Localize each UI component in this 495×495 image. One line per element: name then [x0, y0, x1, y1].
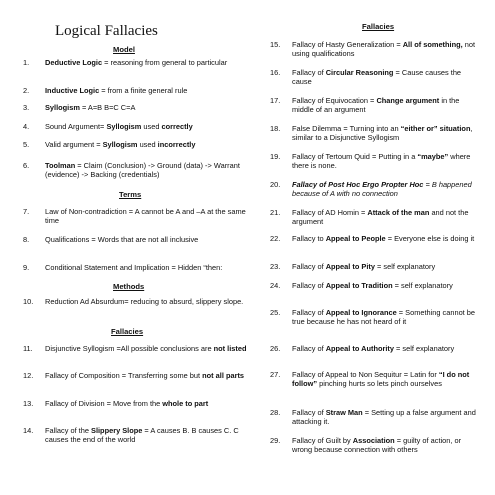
list-item	[270, 208, 482, 226]
item-text-part: “either or” situation	[400, 124, 471, 133]
item-text-part: Sound Argument=	[45, 122, 107, 131]
item-text-part: Fallacy of	[292, 262, 326, 271]
item-text-part: Law of Non-contradiction = A cannot be A and –A at the same time	[45, 207, 246, 226]
item-text-part: Inductive Logic	[45, 86, 100, 95]
item-number: 22.	[270, 234, 281, 243]
item-text-part: Fallacy of AD Homin =	[292, 208, 368, 217]
list-item	[270, 308, 482, 326]
item-text-part: Fallacy of Post Hoc Ergo Propter Hoc	[292, 180, 424, 189]
item-text	[292, 96, 482, 114]
item-text-part: Attack of the man	[367, 208, 430, 217]
item-number: 17.	[270, 96, 281, 105]
item-text	[292, 68, 482, 86]
item-text	[45, 86, 253, 95]
item-text-part: Valid argument =	[45, 140, 103, 149]
item-text-part: All of something,	[402, 40, 463, 49]
item-number: 6.	[23, 161, 30, 170]
list-item	[23, 86, 253, 95]
item-text-part: Fallacy of	[292, 308, 326, 317]
item-text-part: = Everyone else is doing it	[385, 234, 475, 243]
item-text	[292, 180, 482, 198]
item-number: 10.	[23, 297, 34, 306]
item-number: 19.	[270, 152, 281, 161]
item-text-part: = B happened because of A with no connection	[292, 180, 472, 199]
list-item	[270, 96, 482, 114]
item-text-part: Syllogism	[102, 140, 138, 149]
list-item	[23, 207, 253, 225]
item-text-part: = guilty of action, or wrong because connection with others	[292, 436, 462, 455]
item-text	[45, 122, 253, 131]
item-text-part: = A causes B. B causes C. C causes the end of the world	[45, 426, 239, 445]
item-text-part: = self explanatory	[392, 281, 453, 290]
item-text-part: Association	[352, 436, 395, 445]
item-number: 18.	[270, 124, 281, 133]
item-text	[45, 399, 253, 408]
heading-fallacies-left: Fallacies	[111, 327, 144, 336]
item-text-part: Conditional Statement and Implication = Hidden “then:	[45, 263, 223, 272]
item-text	[45, 263, 253, 272]
item-number: 4.	[23, 122, 30, 131]
item-text-part: Fallacy of	[292, 68, 326, 77]
item-text	[292, 208, 482, 226]
list-item	[23, 140, 253, 149]
item-text-part: Fallacy of Guilt by	[292, 436, 353, 445]
item-number: 1.	[23, 58, 30, 67]
item-text-part: = self explanatory	[374, 262, 436, 271]
list-item	[270, 124, 482, 142]
list-item	[270, 152, 482, 170]
item-text-part: Fallacy of Division = Move from the	[45, 399, 163, 408]
list-item	[23, 297, 253, 306]
item-text	[292, 436, 482, 454]
item-text-part: Fallacy of Hasty Generalization =	[292, 40, 403, 49]
item-text	[292, 262, 482, 271]
item-number: 25.	[270, 308, 281, 317]
item-text-part: pinching hurts so lets pinch ourselves	[317, 379, 442, 389]
item-text-part: False Dilemma = Turning into an	[292, 124, 401, 133]
item-number: 3.	[23, 103, 30, 112]
item-text	[45, 161, 253, 179]
item-text	[45, 235, 253, 244]
item-text	[292, 124, 482, 142]
item-text	[292, 40, 482, 58]
item-text-part: Appeal to Tradition	[325, 281, 393, 290]
item-text-part: = Claim (Conclusion) -> Ground (data) -> Warrant (evidence) -> Backing (credentials)	[45, 161, 240, 180]
item-text-part: Appeal to Authority	[325, 344, 394, 353]
item-text-part: incorrectly	[157, 140, 196, 149]
item-text-part: “maybe”	[417, 152, 449, 161]
item-text	[292, 234, 482, 243]
list-item	[23, 58, 253, 67]
item-text-part: Fallacy of	[292, 408, 326, 417]
item-text-part: Disjunctive Syllogism =All possible conclusions are	[45, 344, 214, 353]
list-item	[270, 40, 482, 58]
list-item	[270, 180, 482, 198]
item-text-part: Circular Reasoning	[325, 68, 394, 77]
list-item	[23, 426, 253, 444]
list-item	[270, 344, 482, 353]
item-text-part: Fallacy to	[292, 234, 326, 243]
item-text-part: = from a finite general rule	[99, 86, 188, 95]
heading-methods: Methods	[113, 282, 145, 291]
item-text-part: Reduction Ad Absurdum= reducing to absurd, slippery slope.	[45, 297, 244, 306]
item-text	[45, 207, 253, 225]
item-text-part: Fallacy of Composition = Transferring some but	[45, 371, 203, 380]
item-number: 14.	[23, 426, 34, 435]
item-text	[45, 297, 253, 306]
item-text	[45, 426, 253, 444]
item-number: 2.	[23, 86, 30, 95]
item-text-part: Fallacy of Appeal to Non Sequitur = Latin for	[292, 370, 439, 379]
list-item	[23, 235, 253, 244]
item-number: 8.	[23, 235, 30, 244]
item-number: 7.	[23, 207, 30, 216]
item-number: 16.	[270, 68, 281, 77]
item-text-part: “I do not follow”	[292, 370, 470, 389]
item-text	[292, 152, 482, 170]
item-text-part: = A=B B=C C=A	[79, 103, 136, 112]
list-item	[270, 436, 482, 454]
item-number: 11.	[23, 344, 33, 353]
item-text-part: whole to part	[162, 399, 209, 408]
item-text-part: = Setting up a false argument and attacking it.	[292, 408, 476, 427]
list-item	[270, 68, 482, 86]
item-text	[45, 140, 253, 149]
item-text-part: Fallacy of the	[45, 426, 92, 435]
item-text-part: Appeal to People	[325, 234, 386, 243]
page-title: Logical Fallacies	[55, 23, 158, 39]
list-item	[23, 122, 253, 131]
item-text	[45, 103, 253, 112]
list-item	[23, 263, 253, 272]
item-text-part: = reasoning from general to particular	[102, 58, 228, 67]
list-item	[23, 344, 253, 353]
item-text-part: Syllogism	[106, 122, 142, 131]
item-number: 21.	[270, 208, 281, 217]
item-text-part: Fallacy of	[292, 344, 326, 353]
item-text	[292, 308, 482, 326]
item-text	[45, 371, 253, 380]
item-text	[292, 408, 482, 426]
item-text	[292, 344, 482, 353]
item-text-part: = Cause causes the cause	[292, 68, 462, 87]
list-item	[270, 262, 482, 271]
item-number: 28.	[270, 408, 281, 417]
item-text-part: not using qualifications	[292, 40, 475, 59]
item-number: 12.	[23, 371, 34, 380]
item-text-part: correctly	[161, 122, 193, 131]
item-number: 26.	[270, 344, 281, 353]
list-item	[270, 234, 482, 243]
item-text	[292, 281, 482, 290]
item-text-part: Slippery Slope	[91, 426, 143, 435]
item-number: 9.	[23, 263, 30, 272]
item-text-part: and not the argument	[292, 208, 469, 227]
item-number: 23.	[270, 262, 281, 271]
item-text-part: used	[141, 122, 162, 131]
item-text	[45, 58, 253, 67]
list-item	[270, 408, 482, 426]
list-item	[23, 161, 253, 179]
item-text-part: Fallacy of Equivocation =	[292, 96, 377, 105]
list-item	[23, 371, 253, 380]
item-number: 29.	[270, 436, 281, 445]
item-text-part: Appeal to Pity	[325, 262, 375, 271]
item-text-part: Appeal to Ignorance	[325, 308, 397, 317]
item-text-part: Qualifications = Words that are not all inclusive	[45, 235, 199, 244]
item-text-part: where there is none.	[292, 152, 471, 171]
heading-fallacies-right: Fallacies	[362, 22, 395, 31]
item-text-part: , similar to a Disjunctive Syllogism	[292, 124, 473, 143]
item-text-part: not listed	[213, 344, 247, 353]
item-text-part: Fallacy of	[292, 281, 326, 290]
item-text-part: Toolman	[45, 161, 76, 170]
list-item	[23, 103, 253, 112]
item-text-part: = self explanatory	[393, 344, 455, 353]
item-text-part: in the middle of an argument	[292, 96, 460, 115]
item-number: 20.	[270, 180, 281, 189]
item-text-part: not all parts	[202, 371, 245, 380]
item-number: 13.	[23, 399, 34, 408]
item-number: 24.	[270, 281, 281, 290]
heading-model: Model	[113, 45, 135, 54]
item-text	[45, 344, 253, 353]
item-number: 15.	[270, 40, 281, 49]
item-text-part: Straw Man	[325, 408, 363, 417]
item-text-part: Deductive Logic	[45, 58, 103, 67]
item-number: 27.	[270, 370, 281, 379]
item-text-part: Change argument	[376, 96, 440, 105]
item-text	[292, 370, 482, 388]
heading-terms: Terms	[119, 190, 142, 199]
list-item	[23, 399, 253, 408]
list-item	[270, 370, 482, 388]
list-item	[270, 281, 482, 290]
item-number: 5.	[23, 140, 30, 149]
item-text-part: = Something cannot be true because he has not heard of it	[292, 308, 476, 327]
item-text-part: Syllogism	[45, 103, 80, 112]
item-text-part: Fallacy of Tertoum Quid = Putting in a	[292, 152, 418, 161]
item-text-part: used	[137, 140, 158, 149]
